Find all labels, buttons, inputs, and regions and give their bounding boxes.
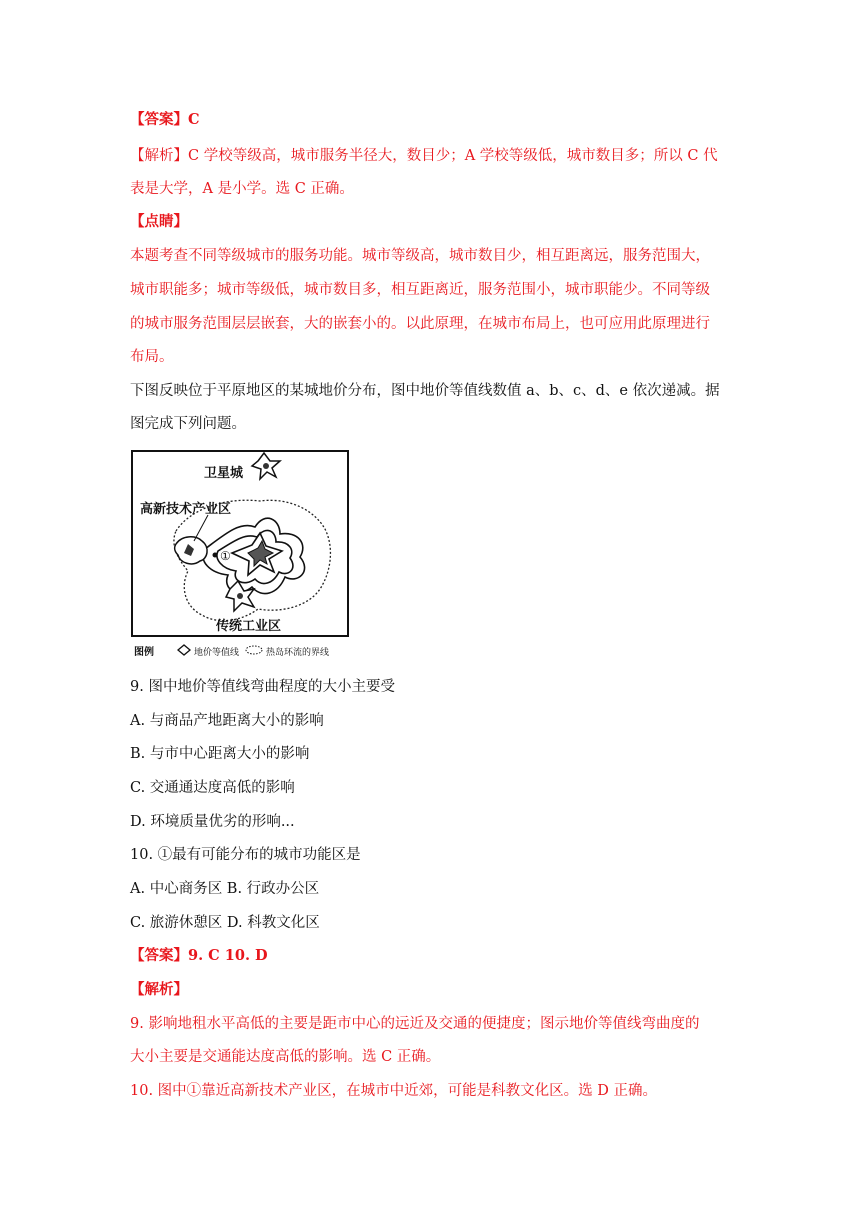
q10-stem: 10. ①最有可能分布的城市功能区是 [130,847,361,863]
dianjing-line: 的城市服务范围层层嵌套，大的嵌套小的。以此原理，在城市布局上，也可应用此原理进行 [130,316,710,332]
answer-label: 【答案】C [130,111,200,128]
q10-options-row: A. 中心商务区 B. 行政办公区 [130,881,320,897]
legend-isoline-icon [178,645,190,655]
dianjing-line: 城市职能多；城市等级低，城市数目多，相互距离近，服务范围小，城市职能少。不同等级 [130,282,710,298]
q9-option: B. 与市中心距离大小的影响 [130,746,310,762]
q9-option: D. 环境质量优劣的形响... [130,814,295,830]
dianjing-heading: 【点睛】 [130,213,188,230]
q9-option: A. 与商品产地距离大小的影响 [130,713,324,729]
q9-stem: 9. 图中地价等值线弯曲程度的大小主要受 [130,679,395,695]
legend-isoline-label: 地价等值线 [194,647,240,657]
intro-line-1: 下图反映位于平原地区的某城地价分布，图中地价等值线数值 a、b、c、d、e 依次递减。据 [130,383,720,399]
legend-boundary-icon [246,646,262,654]
label-hightech-zone: 高新技术产业区 [140,501,232,516]
analysis-line-1: 【解析】C 学校等级高，城市服务半径大，数目少；A 学校等级低，城市数目多；所以 C 代 [130,148,718,164]
legend-boundary-label: 热岛环流的界线 [266,647,330,657]
traditional-zone-dot [237,593,243,599]
q9-option: C. 交通通达度高低的影响 [130,780,295,796]
analysis-line-2: 表是大学，A 是小学。选 C 正确。 [130,181,354,197]
label-satellite-town: 卫星城 [204,465,244,480]
label-traditional-zone: 传统工业区 [216,618,282,633]
analysis-line: 大小主要是交通能达度高低的影响。选 C 正确。 [130,1049,441,1065]
answer-label-2: 【答案】9. C 10. D [130,947,268,964]
analysis-heading-2: 【解析】 [130,981,188,998]
marker-site-1: ① [220,549,231,563]
land-price-map [130,449,350,661]
analysis-line: 10. 图中①靠近高新技术产业区，在城市中近郊，可能是科教文化区。选 D 正确。 [130,1083,658,1099]
map-figure [130,449,350,661]
satellite-town-dot [263,463,269,469]
intro-line-2: 图完成下列问题。 [130,416,246,432]
dianjing-line: 本题考查不同等级城市的服务功能。城市等级高，城市数目少，相互距离远，服务范围大， [130,248,710,264]
dianjing-line: 布局。 [130,349,174,365]
analysis-line: 9. 影响地租水平高低的主要是距市中心的远近及交通的便捷度；图示地价等值线弯曲度的 [130,1016,700,1032]
site-1-dot [213,553,218,558]
q10-options-row: C. 旅游休憩区 D. 科教文化区 [130,915,320,931]
legend-title: 图例 [134,647,154,658]
